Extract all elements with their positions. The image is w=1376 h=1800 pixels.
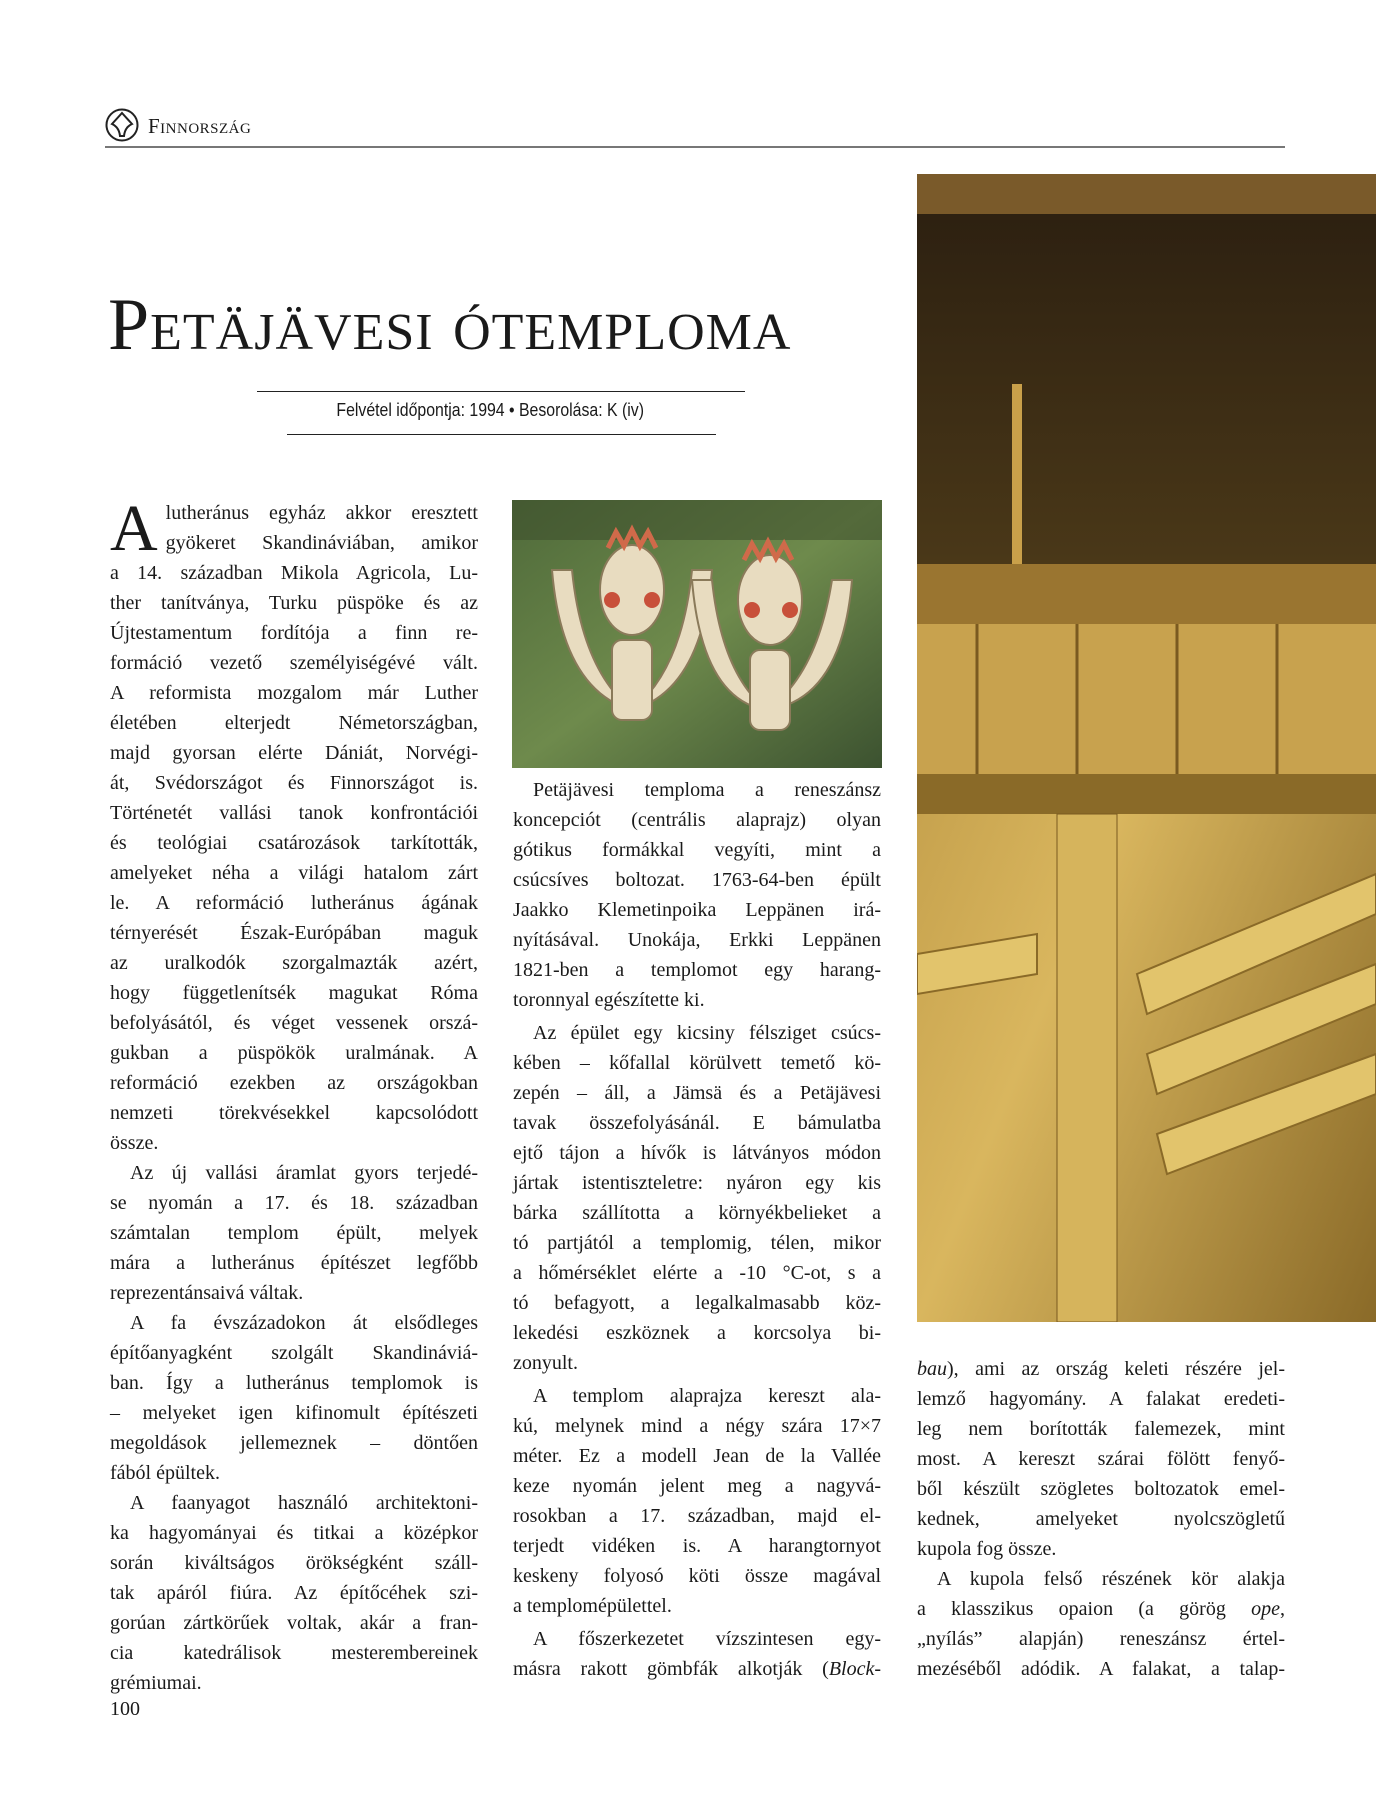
text-segment: a klasszikus opaion (a görög [917, 1598, 1252, 1620]
page-number: 100 [110, 1698, 140, 1720]
text-line: építőanyagként szolgált Skandináviá- [110, 1342, 478, 1364]
text-line: keze nyomán jelent meg a nagyvá- [513, 1475, 881, 1497]
text-segment: , [1280, 1598, 1285, 1620]
paragraph [917, 1564, 1285, 1684]
text-line: át, Svédországot és Finnországot is. [110, 772, 478, 794]
text-line: ejtő tájon a hívők is látványos módon [513, 1142, 881, 1164]
text-line: össze. [110, 1132, 159, 1154]
text-line: terjedt vidéken is. A harangtornyot [513, 1535, 881, 1557]
text-line: Az épület egy kicsiny félsziget csúcs- [533, 1022, 881, 1044]
text-line: zonyult. [513, 1352, 578, 1374]
text-column-left [110, 492, 478, 1698]
text-line: befolyásától, és véget vessenek orszá- [110, 1012, 478, 1034]
text-line: Jaakko Klemetinpoika Leppänen irá- [513, 899, 881, 921]
paragraph [110, 492, 478, 1158]
text-line: zepén – áll, a Jämsä és a Petäjävesi [513, 1082, 881, 1104]
text-line: A fa évszázadokon át elsődleges [130, 1312, 478, 1334]
text-line: keskeny folyosó köti össze magával [513, 1565, 881, 1587]
paragraph [513, 1018, 881, 1378]
text-line: gorúan zártkörűek voltak, akár a fran- [110, 1612, 478, 1634]
text-line: kében – kőfallal körülvett temető kö- [513, 1052, 881, 1074]
text-line: A reformista mozgalom már Luther [110, 682, 478, 704]
text-line: koncepciót (centrális alaprajz) olyan [513, 809, 881, 831]
paragraph [513, 1624, 881, 1684]
text-line: tó partjától a templomig, télen, mikor [513, 1232, 881, 1254]
text-line: és teológiai csatározások tarkították, [110, 832, 478, 854]
text-line: reformáció ezekben az országokban [110, 1072, 478, 1094]
text-column-right [917, 1354, 1285, 1684]
paragraph [513, 775, 881, 1015]
text-column-middle [513, 775, 881, 1687]
text-line: gótikus formákkal vegyíti, mint a [513, 839, 881, 861]
text-line: bárka szállította a környékbelieket a [513, 1202, 881, 1224]
text-line: a hőmérséklet elérte a -10 °C-ot, s a [513, 1262, 881, 1284]
text-line: A kupola felső részének kör alakja [937, 1568, 1285, 1590]
page-title: Petäjävesi ótemploma [108, 284, 792, 366]
text-line: leg nem borították falemezek, mint [917, 1418, 1285, 1440]
text-line: jártak istentiszteletre: nyáron egy kis [513, 1172, 881, 1194]
text-line: 1821-ben a templomot egy harang- [513, 959, 881, 981]
text-line: Az új vallási áramlat gyors terjedé- [130, 1162, 478, 1184]
paragraph [110, 1158, 478, 1308]
section-header: Finnország [148, 114, 252, 138]
paragraph [110, 1308, 478, 1488]
text-line [917, 1354, 1285, 1384]
world-heritage-emblem-icon [105, 108, 139, 142]
paragraph [513, 1381, 881, 1621]
text-segment: ), ami az ország keleti részére jel- [947, 1358, 1285, 1380]
text-line: tak apáról fiúra. Az építőcéhek szi- [110, 1582, 478, 1604]
text-line: – melyeket igen kifinomult építészeti [110, 1402, 478, 1424]
italic-term: Block- [828, 1658, 881, 1680]
text-line: során kiváltságos örökségként száll- [110, 1552, 478, 1574]
paragraph [917, 1354, 1285, 1564]
text-line: reprezentánsaivá váltak. [110, 1282, 304, 1304]
text-line: ből készült szögletes boltozatok emel- [917, 1478, 1285, 1500]
subtitle-rule-bottom [287, 434, 716, 435]
text-line: Újtestamentum fordítója a finn re- [110, 622, 478, 644]
text-line: tavak összefolyásánál. E bámulatba [513, 1112, 881, 1134]
text-line: térnyerését Észak-Európában maguk [110, 922, 478, 944]
text-line: életében elterjedt Németországban, [110, 712, 478, 734]
text-line: lemző hagyomány. A falakat eredeti- [917, 1388, 1285, 1410]
text-line: lutheránus egyház akkor eresztett [165, 502, 478, 524]
text-line: A templom alaprajza kereszt ala- [533, 1385, 881, 1407]
text-line: gukban a püspökök uralmának. A [110, 1042, 478, 1064]
text-line: Petäjävesi temploma a reneszánsz [533, 779, 881, 801]
text-line: lekedési eszköznek a korcsolya bi- [513, 1322, 881, 1344]
italic-term: ope [1251, 1598, 1280, 1620]
text-line: számtalan templom épült, melyek [110, 1222, 478, 1244]
drop-cap: A [110, 492, 158, 565]
text-line: gyökeret Skandináviában, amikor [165, 532, 478, 554]
text-line: fából épültek. [110, 1462, 220, 1484]
text-line: se nyomán a 17. és 18. században [110, 1192, 478, 1214]
text-line: mára a lutheránus építészet legfőbb [110, 1252, 478, 1274]
text-line: amelyeket néha a világi hatalom zárt [110, 862, 478, 884]
text-line: hogy függetlenítsék magukat Róma [110, 982, 478, 1004]
text-line: ther tanítványa, Turku püspöke és az [110, 592, 478, 614]
paragraph [110, 1488, 478, 1698]
text-line: a 14. században Mikola Agricola, Lu- [110, 562, 478, 584]
text-line: a templomépülettel. [513, 1595, 672, 1617]
text-line: ban. Így a lutheránus templomok is [110, 1372, 478, 1394]
text-line: nemzeti törekvésekkel kapcsolódott [110, 1102, 478, 1124]
text-line: csúcsíves boltozat. 1763-64-ben épült [513, 869, 881, 891]
text-line: majd gyorsan elérte Dániát, Norvégi- [110, 742, 478, 764]
text-line: le. A reformáció lutheránus ágának [110, 892, 478, 914]
text-line: az uralkodók szorgalmazták azért, [110, 952, 478, 974]
inscription-info: Felvétel időpontja: 1994 • Besorolása: K (iv) [336, 400, 644, 420]
italic-term: bau [917, 1358, 947, 1380]
text-line: toronnyal egészítette ki. [513, 989, 705, 1011]
text-line: „nyílás” alapján) reneszánsz értel- [917, 1628, 1285, 1650]
text-line: grémiumai. [110, 1672, 202, 1694]
text-line: kednek, amelyeket nyolcszögletű [917, 1508, 1285, 1530]
photo-church-interior [917, 174, 1376, 1322]
text-line: tó befagyott, a legalkalmasabb köz- [513, 1292, 881, 1314]
text-segment: másra rakott gömbfák alkotják ( [513, 1658, 829, 1680]
text-line: kupola fog össze. [917, 1538, 1057, 1560]
text-line [917, 1594, 1285, 1624]
text-line: méter. Ez a modell Jean de la Vallée [513, 1445, 881, 1467]
text-line: megoldások jellemeznek – döntően [110, 1432, 478, 1454]
text-line: most. A kereszt szárai fölött fenyő- [917, 1448, 1285, 1470]
text-line: nyításával. Unokája, Erkki Leppänen [513, 929, 881, 951]
text-line: rosokban a 17. században, majd el- [513, 1505, 881, 1527]
text-line: Történetét vallási tanok konfrontációi [110, 802, 478, 824]
subtitle-rule-top [257, 391, 745, 392]
text-line [513, 1654, 881, 1684]
text-line: cia katedrálisok mesterembereinek [110, 1642, 478, 1664]
text-line: kú, melynek mind a négy szára 17×7 [513, 1415, 881, 1437]
photo-carved-angels [512, 500, 882, 768]
text-line: A faanyagot használó architektoni- [130, 1492, 478, 1514]
text-line: mezéséből adódik. A falakat, a talap- [917, 1658, 1285, 1680]
header-divider [105, 146, 1285, 148]
text-line: formáció vezető személyiségévé vált. [110, 652, 478, 674]
text-line: ka hagyományai és titkai a középkor [110, 1522, 478, 1544]
text-line: A főszerkezetet vízszintesen egy- [533, 1628, 881, 1650]
